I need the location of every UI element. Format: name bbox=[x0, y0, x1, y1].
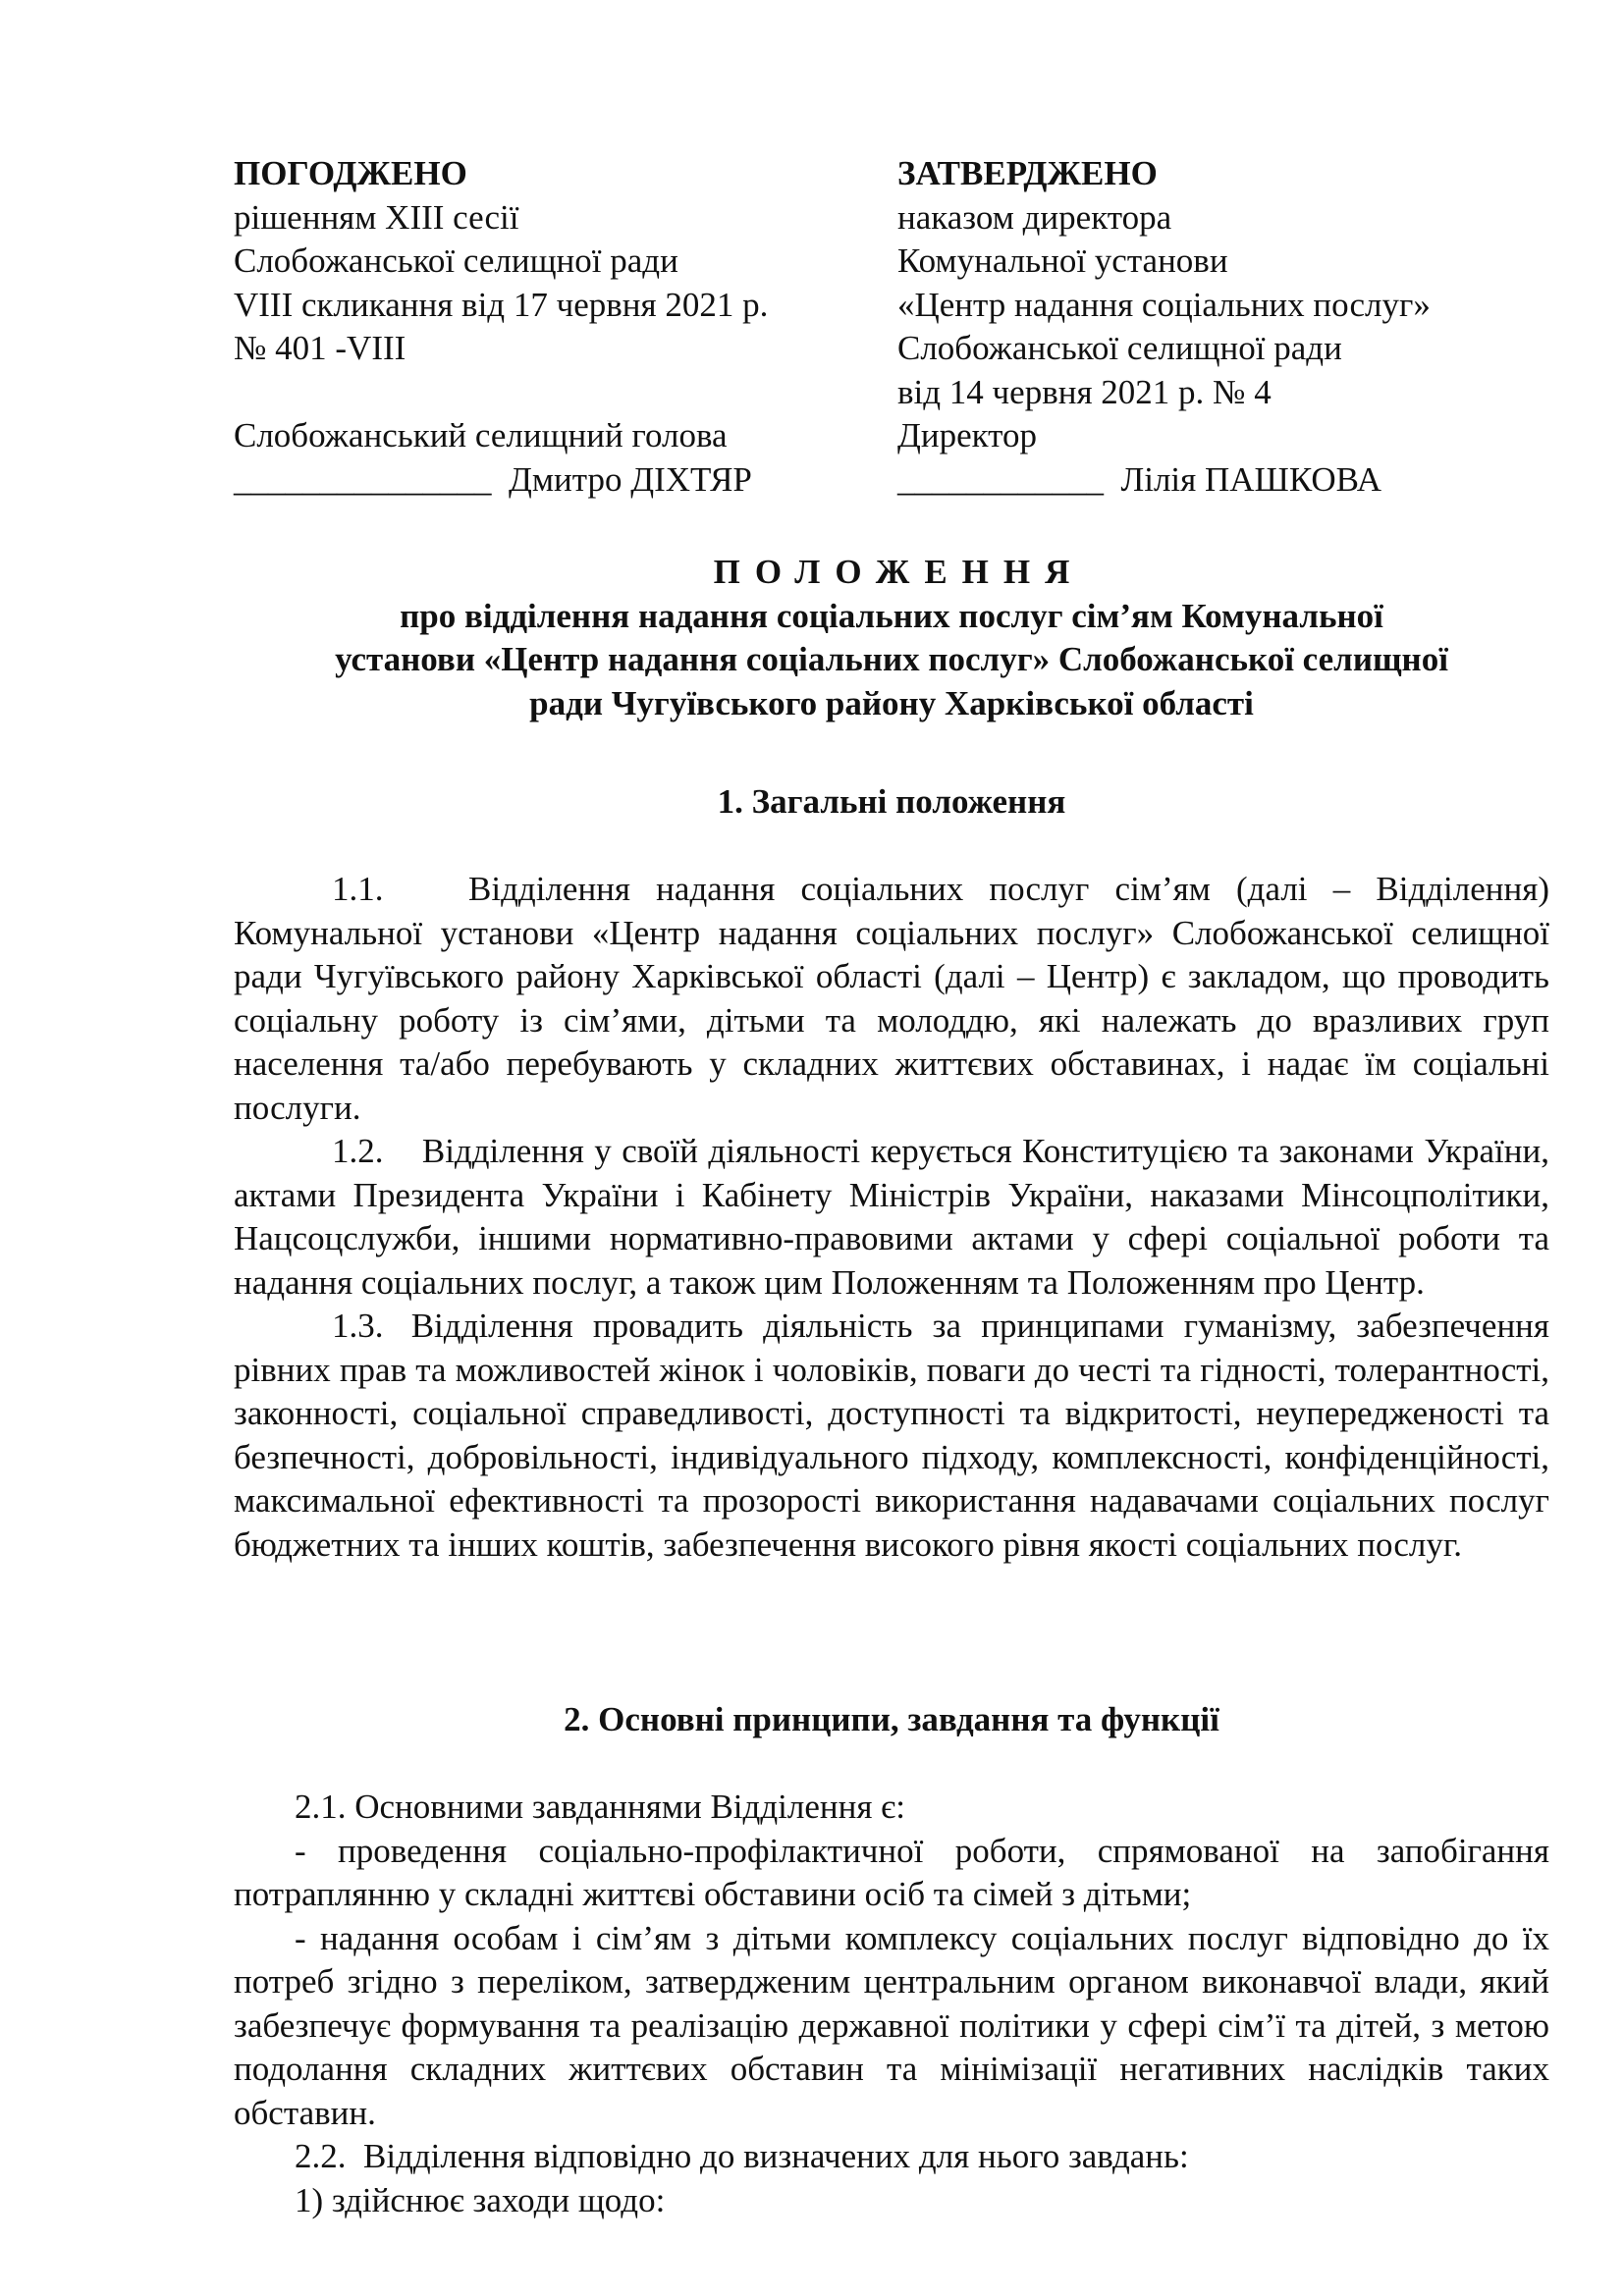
section-2-body bbox=[234, 1786, 1549, 2222]
approved-line-1: наказом директора bbox=[897, 197, 1172, 237]
document-subtitle-line-1: про відділення надання соціальних послуг сім’ям Комунальної bbox=[400, 596, 1383, 635]
section-2-heading: 2. Основні принципи, завдання та функції bbox=[564, 1700, 1219, 1738]
paragraph-1-3 bbox=[234, 1305, 1549, 1567]
approved-signature-line: ____________ Лілія ПАШКОВА bbox=[897, 459, 1382, 499]
agreed-spacer bbox=[234, 371, 882, 415]
approved-signatory-title: Директор bbox=[897, 416, 1038, 454]
paragraph-2-1-item-2: - надання особам і сім’ям з дітьми комплексу соціальних послуг відповідно до їх потреб згідно з переліком, затвердженим центральним органом виконавчої влади, який забезпечує формування та реалізацію державної політики у сфері сім’ї та дітей, з метою подолання складних життєвих обставин та мінімізації негативних наслідків таких обставин. bbox=[234, 1918, 1549, 2132]
paragraph-1-1 bbox=[234, 868, 1549, 1130]
paragraph-2-2-item-1: 1) здійснює заходи щодо: bbox=[295, 2180, 666, 2219]
agreed-line-2: Слобожанської селищної ради bbox=[234, 241, 678, 280]
approval-block-agreed bbox=[234, 152, 882, 502]
agreed-line-4: № 401 -VIII bbox=[234, 329, 406, 367]
approved-line-2: Комунальної установи bbox=[897, 241, 1228, 280]
approved-heading: ЗАТВЕРДЖЕНО bbox=[897, 154, 1158, 192]
paragraph-1-1-text: Відділення надання соціальних послуг сім’ям (далі – Відділення) Комунальної установи «Центр надання соціальних послуг» Слобожанської селищної ради Чугуївського району Харківської області (далі – Центр) є закладом, що проводить соціальну роботу із сім’ями, дітьми та молоддю, які належать до вразливих груп населення та/або перебувають у складних життєвих обставинах, і надає їм соціальні послуги. bbox=[234, 870, 1549, 1127]
approval-block-approved bbox=[897, 152, 1585, 502]
section-1-body bbox=[234, 868, 1549, 1567]
agreed-signature-line: _______________ Дмитро ДІХТЯР bbox=[234, 459, 752, 499]
document-title bbox=[234, 551, 1549, 725]
agreed-line-1: рішенням XIII сесії bbox=[234, 197, 519, 237]
paragraph-1-2-number: 1.2. bbox=[332, 1132, 384, 1170]
agreed-signatory-title: Слобожанський селищний голова bbox=[234, 416, 728, 454]
agreed-line-3: VIII скликання від 17 червня 2021 р. bbox=[234, 285, 769, 324]
approved-line-3: «Центр надання соціальних послуг» bbox=[897, 285, 1431, 324]
paragraph-2-2-number: 2.2. bbox=[295, 2137, 347, 2175]
agreed-heading: ПОГОДЖЕНО bbox=[234, 154, 467, 192]
document-subtitle-line-2: установи «Центр надання соціальних послуг» Слобожанської селищної bbox=[335, 640, 1448, 678]
document-title-word: ПОЛОЖЕННЯ bbox=[713, 553, 1085, 591]
paragraph-1-3-text: Відділення провадить діяльність за принципами гуманізму, забезпечення рівних прав та можливостей жінок і чоловіків, поваги до честі та гідності, толерантності, законності, соціальної справедливості, доступності та відкритості, неупередженості та безпечності, добровільності, індивідуального підходу, комплексності, конфіденційності, максимальної ефективності та прозорості використання надавачами соціальних послуг бюджетних та інших коштів, забезпечення високого рівня якості соціальних послуг. bbox=[234, 1307, 1549, 1564]
paragraph-2-2-text: Відділення відповідно до визначених для нього завдань: bbox=[363, 2137, 1189, 2175]
paragraph-1-3-number: 1.3. bbox=[332, 1307, 384, 1345]
paragraph-2-1: 2.1. Основними завданнями Відділення є: bbox=[295, 1788, 905, 1826]
paragraph-1-2 bbox=[234, 1130, 1549, 1305]
approved-line-5: від 14 червня 2021 р. № 4 bbox=[897, 372, 1272, 411]
section-1-heading: 1. Загальні положення bbox=[717, 782, 1066, 821]
document-subtitle-line-3: ради Чугуївського району Харківської області bbox=[529, 683, 1254, 722]
approved-line-4: Слобожанської селищної ради bbox=[897, 329, 1342, 367]
paragraph-2-1-item-1: - проведення соціально-профілактичної роботи, спрямованої на запобігання потраплянню у складні життєві обставини осіб та сімей з дітьми; bbox=[234, 1831, 1549, 1913]
paragraph-1-2-text: Відділення у своїй діяльності керується Конституцією та законами України, актами Президента України і Кабінету Міністрів України, наказами Мінсоцполітики, Нацсоцслужби, іншими нормативно-правовими актами у сфері соціальної роботи та надання соціальних послуг, а також цим Положенням та Положенням про Центр. bbox=[234, 1132, 1549, 1302]
paragraph-1-1-number: 1.1. bbox=[332, 870, 384, 908]
paragraph-2-2 bbox=[234, 2135, 1549, 2179]
